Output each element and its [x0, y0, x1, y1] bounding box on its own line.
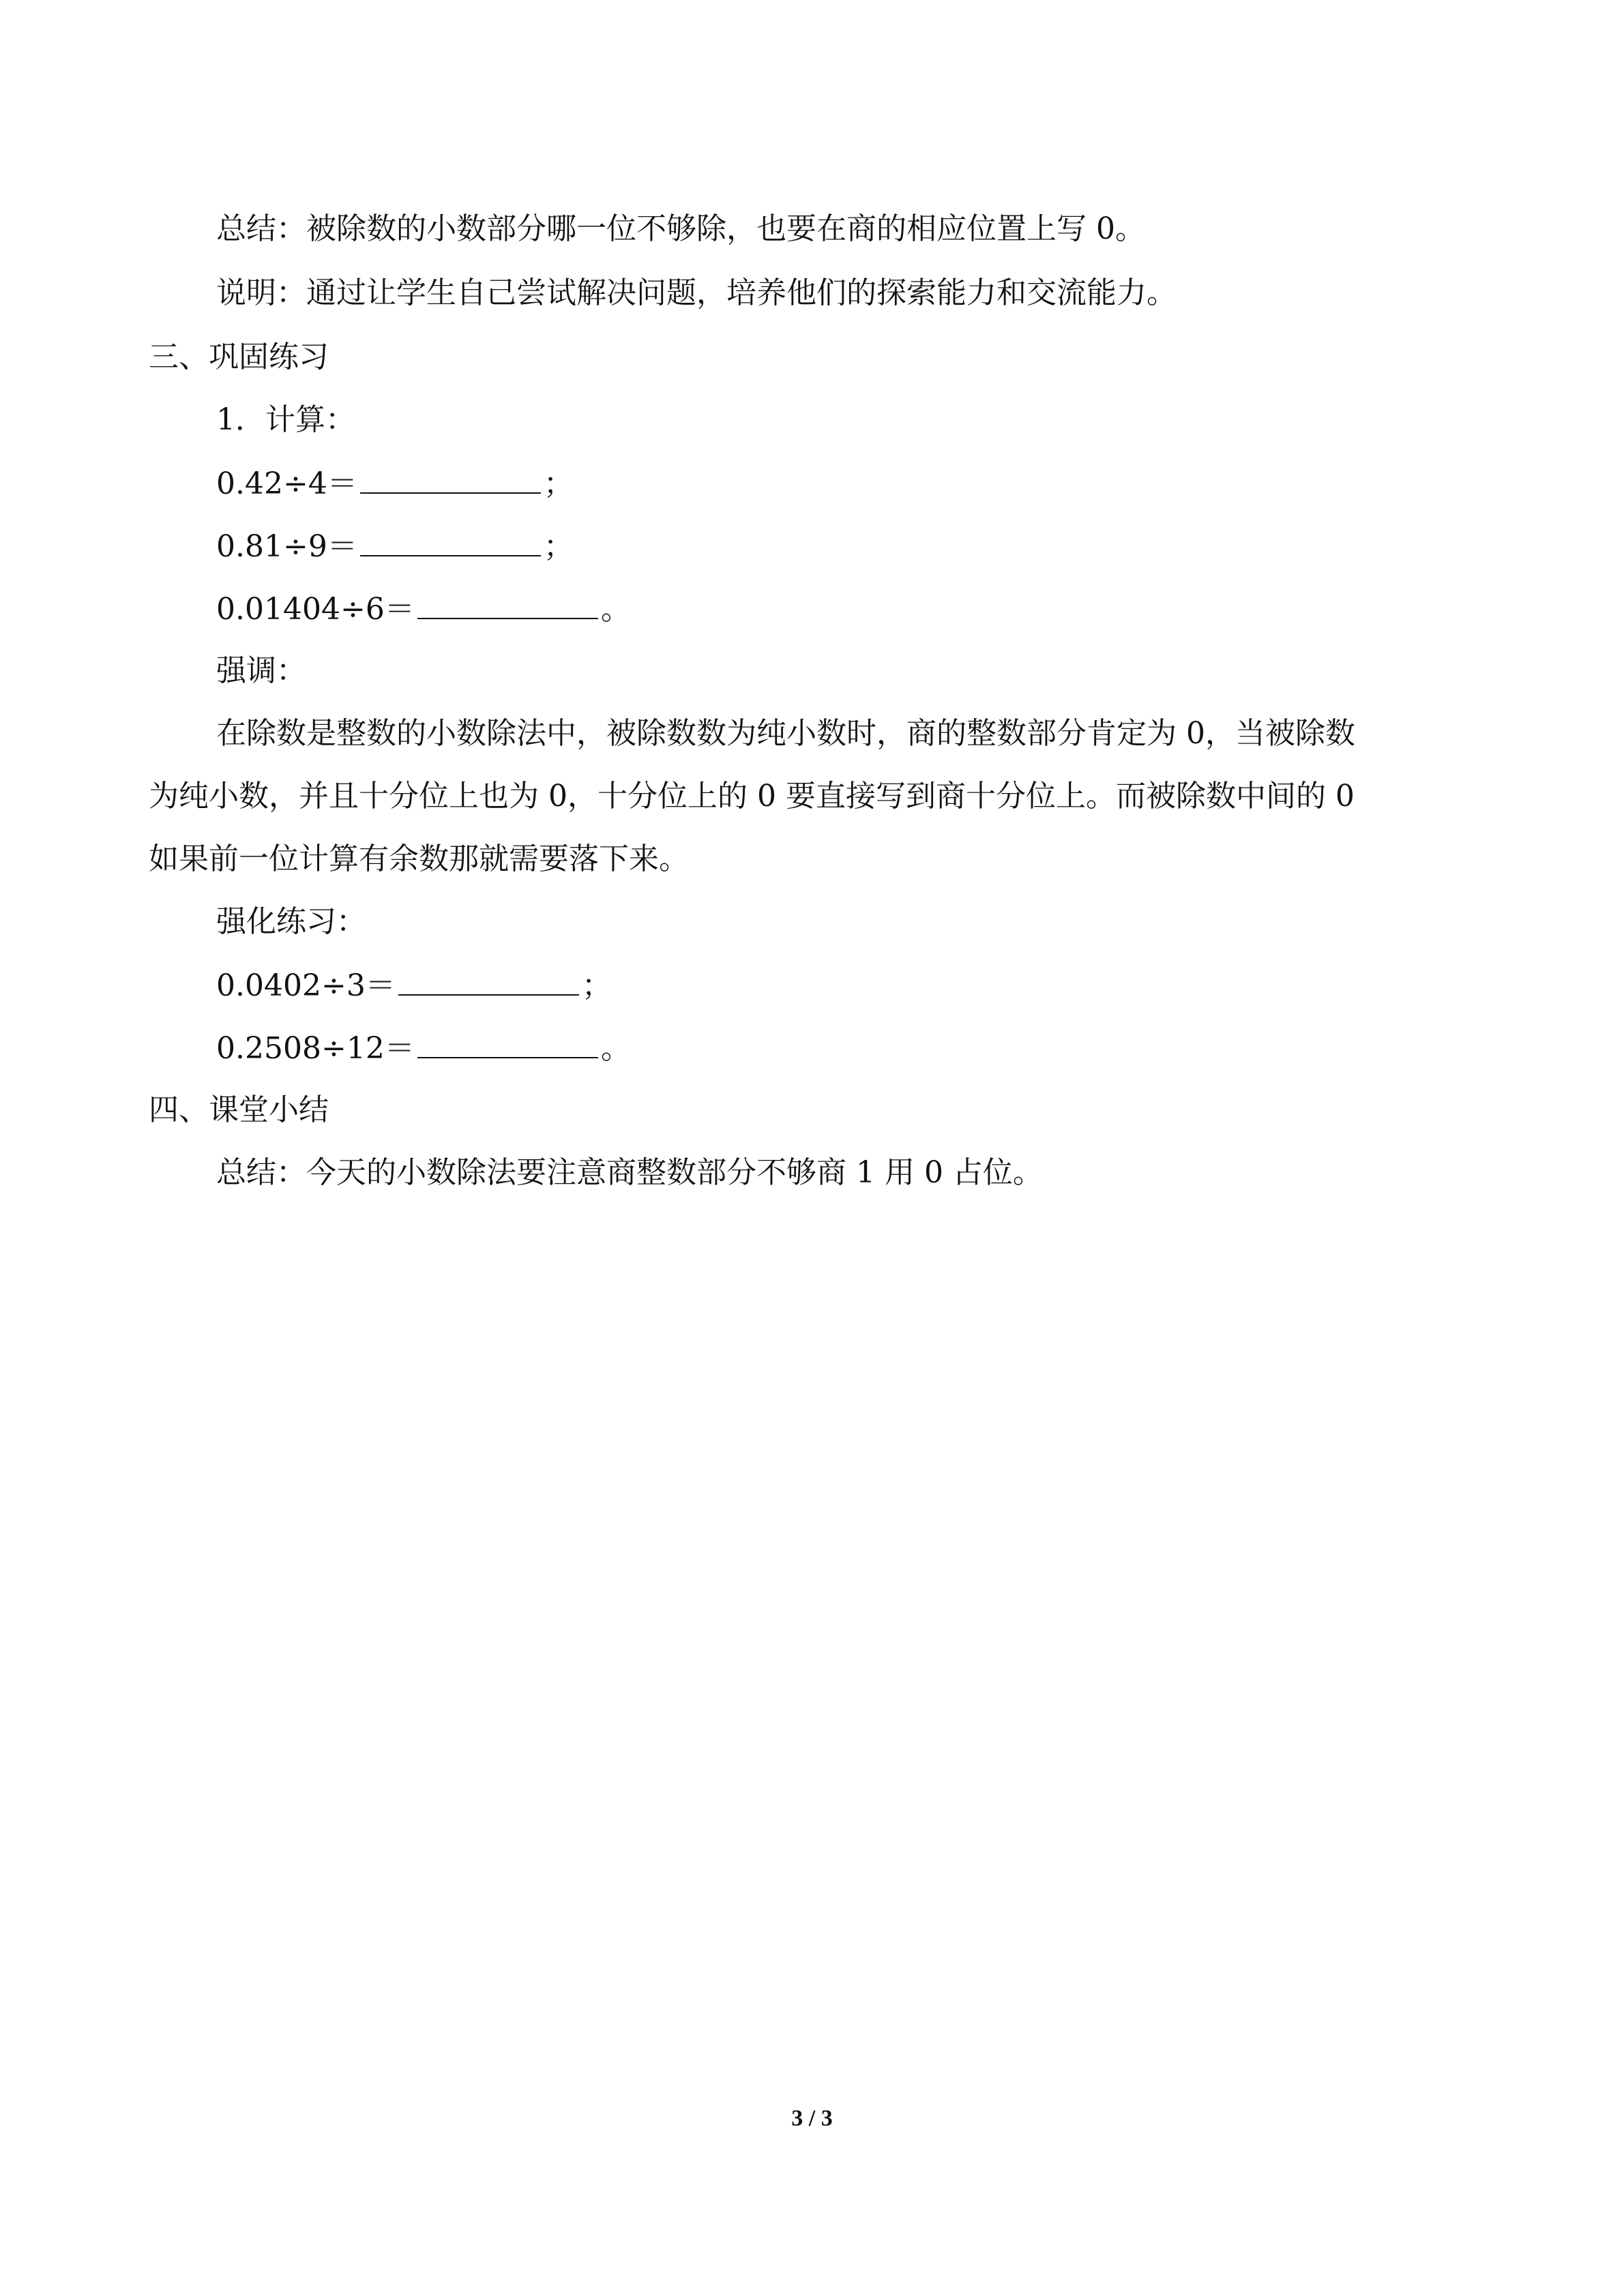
exercise-item [216, 525, 574, 567]
summary-paragraph: 总结：被除数的小数部分哪一位不够除，也要在商的相应位置上写 0。 [216, 211, 1145, 246]
emphasis-paragraph-line: 在除数是整数的小数除法中，被除数数为纯小数时，商的整数部分肯定为 0，当被除数 [216, 716, 1355, 751]
exercise-end-punct: 。 [600, 1031, 631, 1066]
summary-paragraph: 总结：今天的小数除法要注意商整数部分不够商 1 用 0 占位。 [216, 1155, 1043, 1190]
exercise-end-punct: ； [581, 968, 612, 1003]
exercise-end-punct: 。 [600, 592, 631, 627]
page-number: 3 / 3 [791, 2106, 833, 2131]
answer-blank[interactable] [360, 462, 541, 494]
exercise-end-punct: ； [543, 529, 574, 564]
exercise-label: 1．计算： [216, 402, 355, 437]
reinforce-label: 强化练习： [216, 904, 366, 939]
answer-blank[interactable] [417, 1027, 598, 1058]
exercise-expression: 0.0402÷3＝ [216, 968, 396, 1003]
exercise-item [216, 462, 574, 505]
answer-blank[interactable] [398, 964, 579, 996]
emphasis-paragraph-line: 如果前一位计算有余数那就需要落下来。 [149, 841, 689, 876]
emphasis-label: 强调： [216, 653, 306, 688]
exercise-expression: 0.42÷4＝ [216, 466, 357, 501]
reinforce-exercise-item [216, 964, 612, 1007]
note-paragraph: 说明：通过让学生自己尝试解决问题，培养他们的探索能力和交流能力。 [216, 275, 1177, 310]
answer-blank[interactable] [417, 588, 598, 619]
exercise-expression: 0.01404÷6＝ [216, 592, 415, 627]
exercise-expression: 0.81÷9＝ [216, 529, 357, 564]
exercise-expression: 0.2508÷12＝ [216, 1031, 415, 1066]
answer-blank[interactable] [360, 525, 541, 556]
exercise-item [216, 588, 631, 630]
exercise-end-punct: ； [543, 466, 574, 501]
reinforce-exercise-item [216, 1027, 631, 1069]
section-heading-consolidation: 三、巩固练习 [149, 340, 329, 374]
section-heading-summary: 四、课堂小结 [149, 1092, 329, 1127]
emphasis-paragraph-line: 为纯小数，并且十分位上也为 0，十分位上的 0 要直接写到商十分位上。而被除数中间的 0 [149, 779, 1355, 814]
